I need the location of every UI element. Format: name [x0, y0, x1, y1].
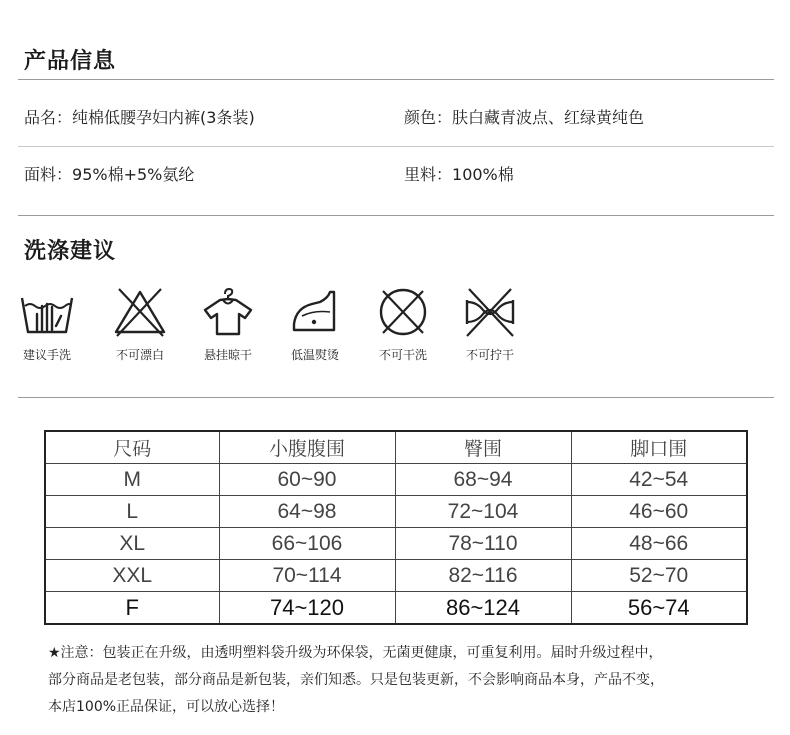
table-header-row [45, 431, 747, 464]
hang-dry-icon [199, 286, 257, 338]
notice-line: 本店100%正品保证，可以放心选择！ [48, 699, 285, 715]
table-row [45, 496, 747, 528]
no-wring-icon [461, 286, 519, 338]
table-row [45, 528, 747, 560]
field-key: 里料： [404, 165, 453, 184]
field-value: 纯棉低腰孕妇内裤(3条装) [72, 108, 255, 127]
notice-line: ★注意：包装正在升级，由透明塑料袋升级为环保袋，无菌更健康，可重复利用。届时升级过程中， [48, 645, 663, 661]
table-cell: 68~94 [395, 464, 571, 496]
table-cell: 46~60 [571, 496, 747, 528]
fabric-field [24, 162, 194, 185]
divider [18, 79, 774, 80]
low-iron-icon [286, 286, 344, 338]
table-cell: 78~110 [395, 528, 571, 560]
size-table [44, 430, 748, 625]
color-field [404, 105, 644, 128]
divider [18, 146, 774, 147]
field-key: 面料： [24, 165, 73, 184]
care-label: 不可拧干 [465, 348, 514, 362]
divider [18, 215, 774, 216]
header-leg-opening: 脚口围 [571, 431, 747, 464]
notice-line: 部分商品是老包装，部分商品是新包装，亲们知悉。只是包装更新，不会影响商品本身，产品不变， [48, 672, 664, 688]
table-cell: 72~104 [395, 496, 571, 528]
care-item-low-iron [280, 286, 350, 363]
hand-wash-icon [18, 286, 76, 338]
table-row [45, 592, 747, 625]
header-belly: 小腹腹围 [219, 431, 395, 464]
header-size: 尺码 [45, 431, 219, 464]
no-bleach-icon [111, 286, 169, 338]
table-cell: 74~120 [219, 592, 395, 625]
care-label: 悬挂晾干 [203, 348, 252, 362]
table-cell: XL [45, 528, 219, 560]
care-label: 不可漂白 [115, 348, 164, 362]
table-cell: 48~66 [571, 528, 747, 560]
table-cell: 66~106 [219, 528, 395, 560]
table-cell: 52~70 [571, 560, 747, 592]
care-item-no-wring [455, 286, 525, 363]
care-item-no-bleach [105, 286, 175, 363]
field-value: 95%棉+5%氨纶 [72, 165, 195, 184]
product-name-field [24, 105, 255, 128]
table-cell: 70~114 [219, 560, 395, 592]
table-cell: F [45, 592, 219, 625]
product-info-title: 产品信息 [24, 49, 117, 74]
care-title: 洗涤建议 [24, 239, 117, 264]
care-label: 不可干洗 [378, 348, 427, 362]
table-cell: XXL [45, 560, 219, 592]
field-key: 品名： [24, 108, 73, 127]
field-value: 肤白藏青波点、红绿黄纯色 [452, 108, 645, 127]
header-hip: 臀围 [395, 431, 571, 464]
table-row [45, 464, 747, 496]
field-key: 颜色： [404, 108, 453, 127]
table-row [45, 560, 747, 592]
table-cell: 64~98 [219, 496, 395, 528]
lining-field [404, 162, 514, 185]
care-label: 建议手洗 [22, 348, 71, 362]
table-cell: 42~54 [571, 464, 747, 496]
table-cell: 82~116 [395, 560, 571, 592]
table-cell: 56~74 [571, 592, 747, 625]
care-label: 低温熨烫 [290, 348, 339, 362]
field-value: 100%棉 [452, 165, 514, 184]
no-dry-clean-icon [374, 286, 432, 338]
divider [18, 397, 774, 398]
table-cell: L [45, 496, 219, 528]
packaging-notice [48, 640, 758, 721]
care-item-hand-wash [12, 286, 82, 363]
table-cell: 86~124 [395, 592, 571, 625]
care-item-hang-dry [193, 286, 263, 363]
table-cell: M [45, 464, 219, 496]
care-item-no-dry-clean [368, 286, 438, 363]
table-cell: 60~90 [219, 464, 395, 496]
